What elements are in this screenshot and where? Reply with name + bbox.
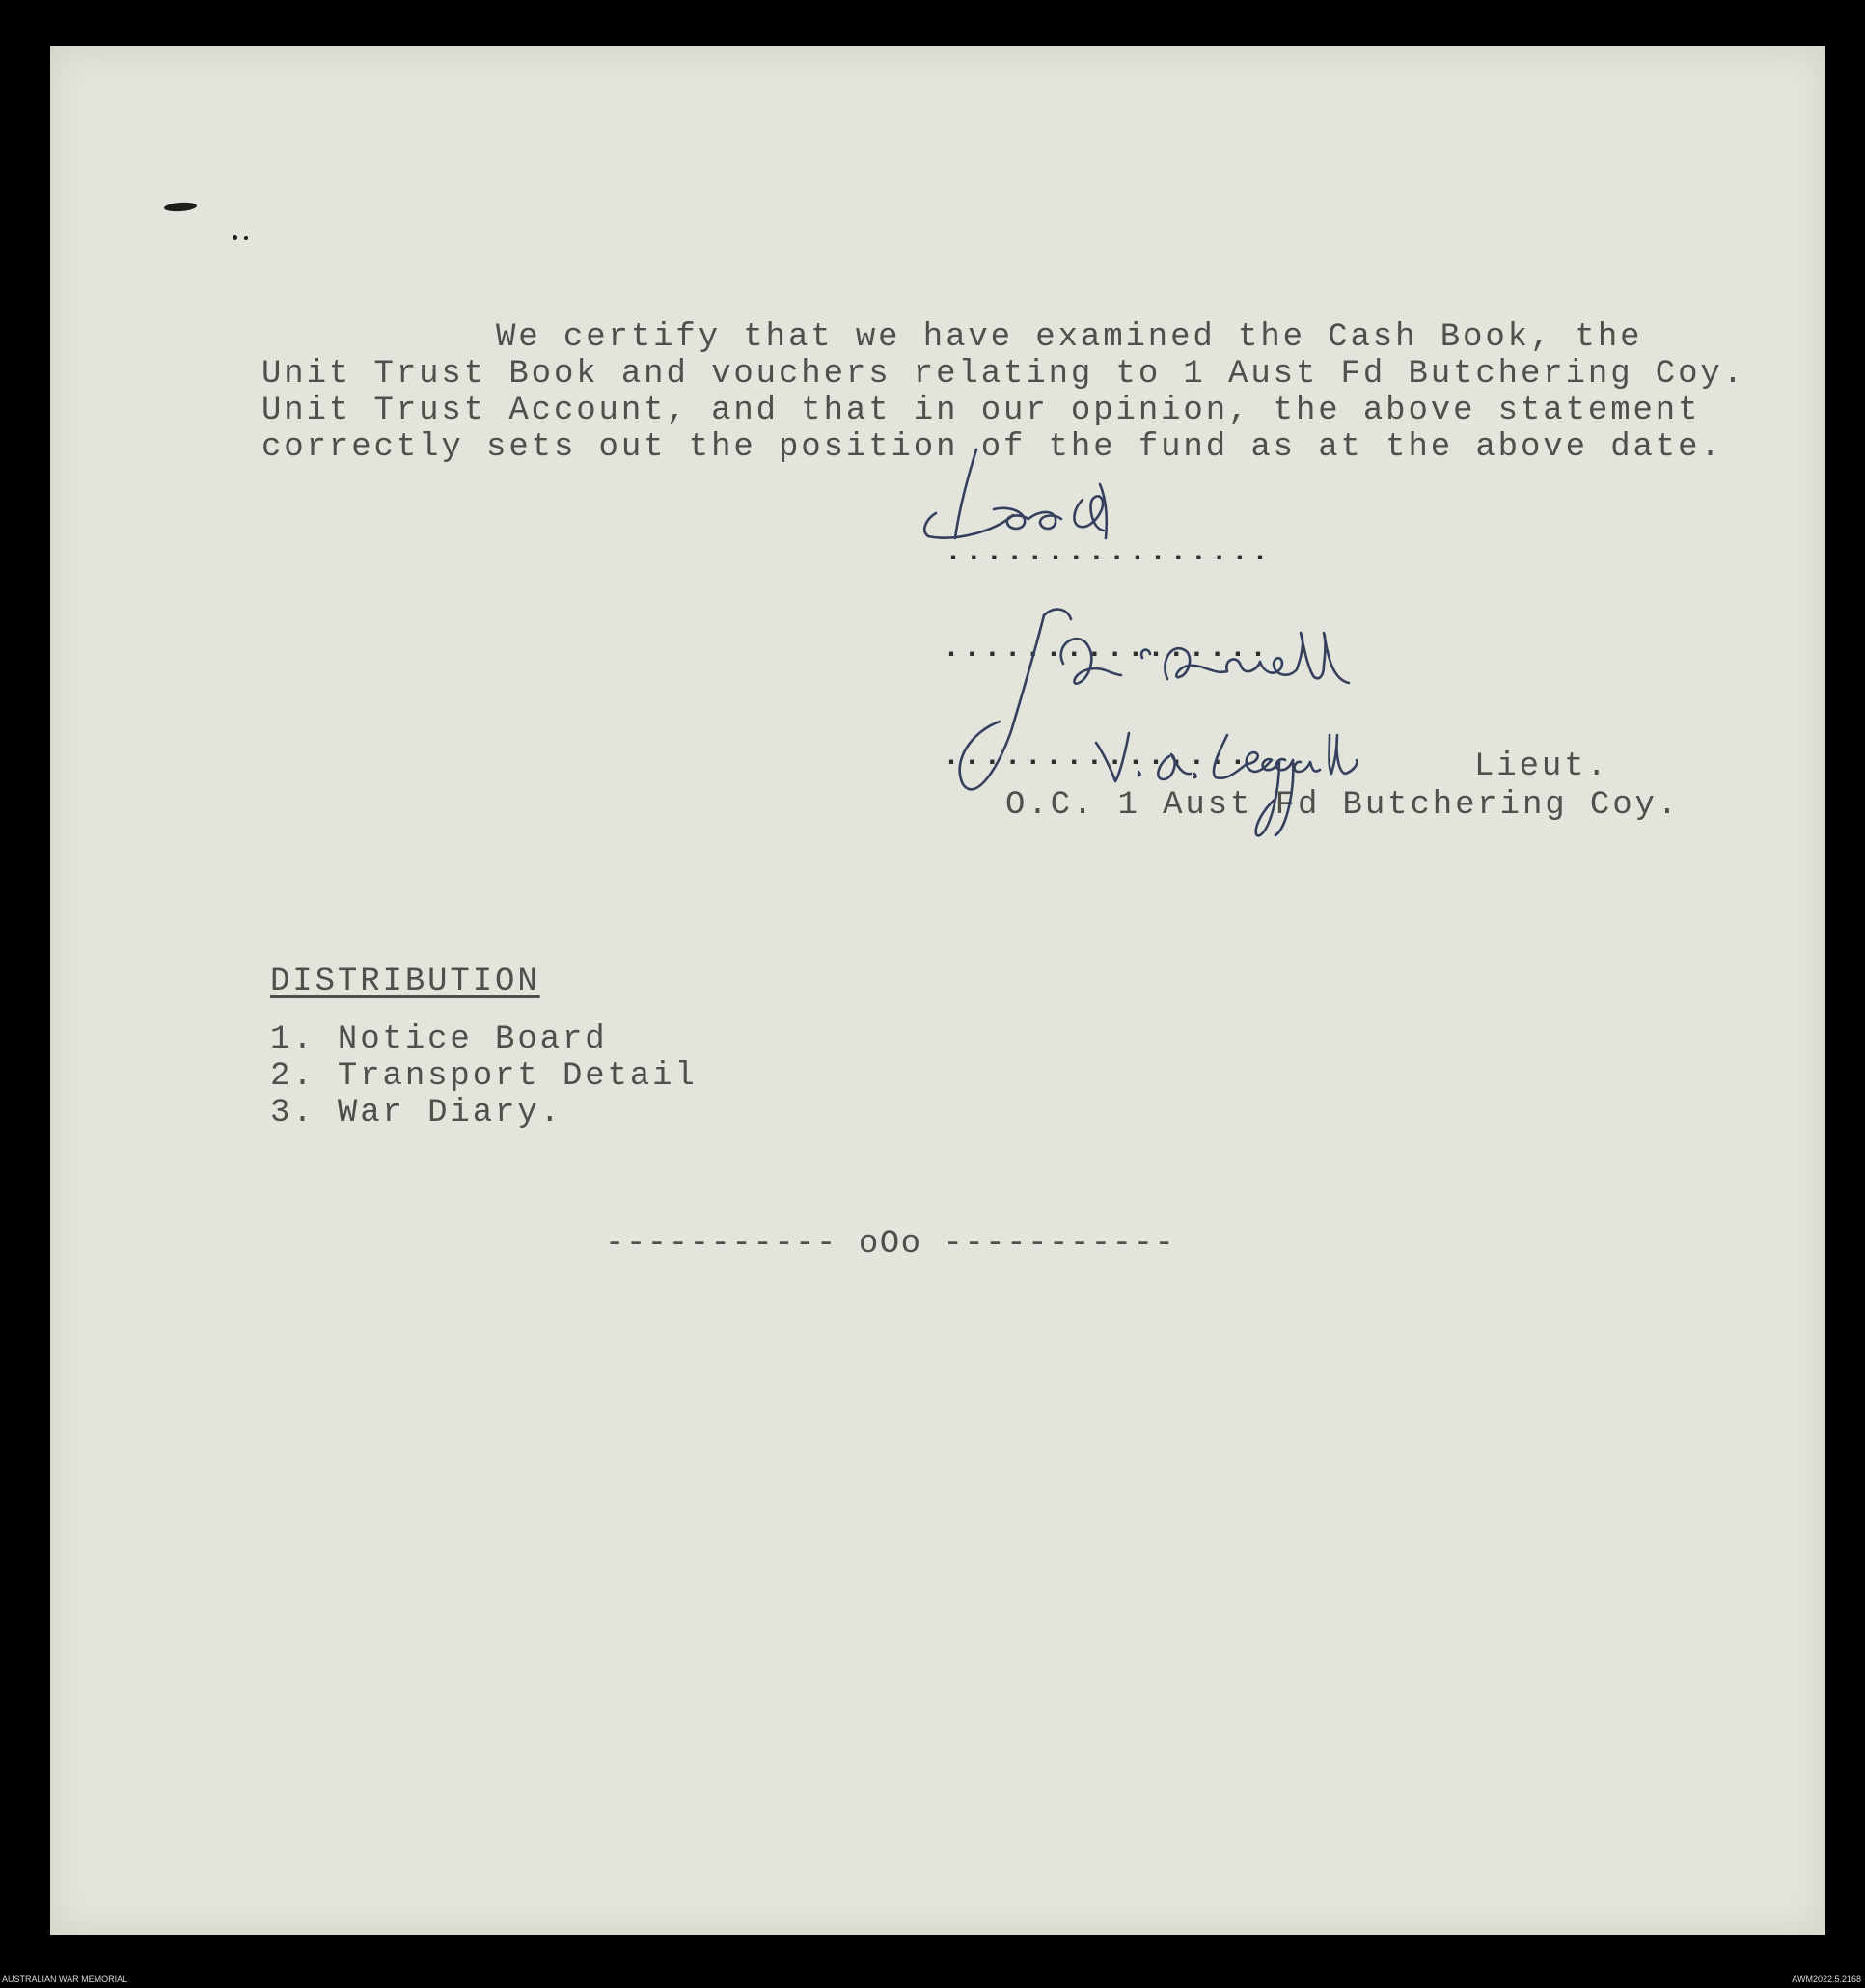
ink-blot bbox=[164, 202, 198, 212]
certification-line: correctly sets out the position of the fund as at the above date. bbox=[261, 429, 1723, 466]
distribution-item: 3. War Diary. bbox=[270, 1095, 562, 1131]
certification-line: Unit Trust Book and vouchers relating to 1 Aust Fd Butchering Coy. bbox=[261, 356, 1746, 393]
document-page bbox=[50, 46, 1825, 1935]
ink-speck bbox=[244, 236, 248, 240]
footer-archive-label: AUSTRALIAN WAR MEMORIAL bbox=[2, 1974, 128, 1984]
distribution-heading: DISTRIBUTION bbox=[270, 964, 540, 1000]
signatory-rank: Lieut. bbox=[1474, 749, 1609, 785]
handwritten-signature-3 bbox=[1083, 722, 1411, 847]
certification-line: Unit Trust Account, and that in our opinion, the above statement bbox=[261, 393, 1701, 429]
signature-line-2: ................ bbox=[943, 633, 1271, 666]
footer-item-id: AWM2022.5.2168 bbox=[1792, 1974, 1861, 1984]
ink-speck bbox=[233, 235, 237, 240]
end-marker: ----------- oOo ----------- bbox=[605, 1226, 1176, 1263]
signature-line-3: ............... bbox=[943, 741, 1250, 774]
certification-line: We certify that we have examined the Cash Book, the bbox=[496, 319, 1643, 356]
signature-line-1: ................ bbox=[945, 536, 1273, 569]
distribution-item: 2. Transport Detail bbox=[270, 1058, 698, 1095]
handwritten-signature-1 bbox=[899, 442, 1218, 558]
distribution-item: 1. Notice Board bbox=[270, 1021, 608, 1058]
signatory-title: O.C. 1 Aust Fd Butchering Coy. bbox=[1005, 787, 1681, 824]
